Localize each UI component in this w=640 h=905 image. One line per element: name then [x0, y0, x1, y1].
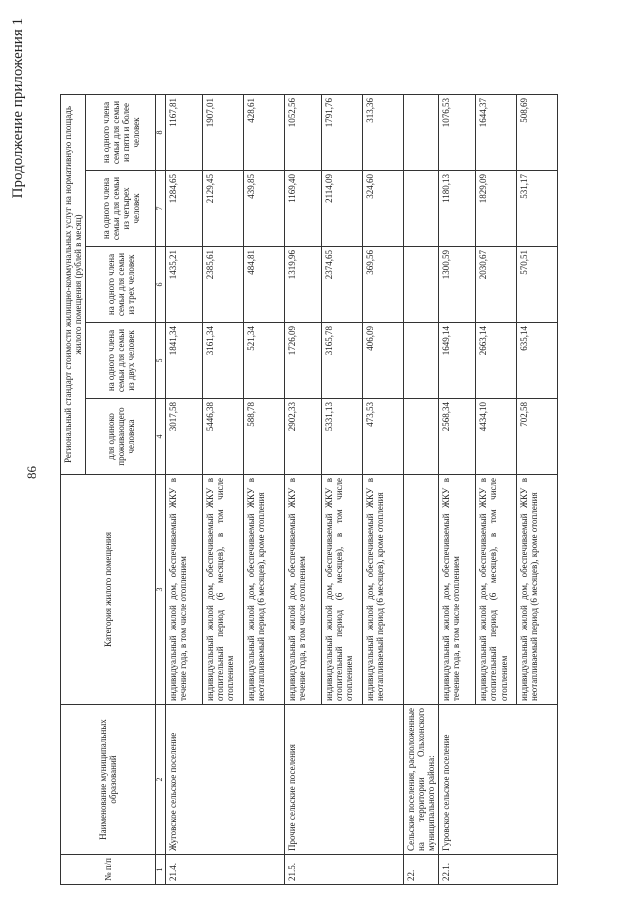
table-row — [439, 95, 476, 885]
category-cell: индивидуальный жилой дом, обеспечиваемый ЖКУ в отопительный период (6 месяцев), в том числе отоплением — [203, 475, 244, 705]
value-cell: 3161,34 — [203, 323, 244, 399]
header-no: № п/п — [61, 855, 156, 885]
value-cell: 2385,61 — [203, 247, 244, 323]
value-cell: 1907,01 — [203, 95, 244, 171]
header-family-2: на одного члена семьи для семьи из двух человек — [86, 323, 156, 399]
value-cell: 521,34 — [244, 323, 285, 399]
value-cell — [404, 247, 439, 323]
value-cell: 473,53 — [363, 399, 404, 475]
value-cell — [404, 399, 439, 475]
value-cell: 1644,37 — [476, 95, 517, 171]
category-cell: индивидуальный жилой дом, обеспечиваемый ЖКУ в отопительный период (6 месяцев), в том числе отоплением — [476, 475, 517, 705]
value-cell: 406,09 — [363, 323, 404, 399]
value-cell: 588,78 — [244, 399, 285, 475]
value-cell: 1435,21 — [166, 247, 203, 323]
col-number: 2 — [156, 705, 166, 855]
value-cell: 1319,96 — [285, 247, 322, 323]
header-family-3: на одного члена семьи для семьи из трех человек — [86, 247, 156, 323]
table-row — [285, 95, 322, 885]
header-standard-group: Региональный стандарт стоимости жилищно-коммунальных услуг на нормативную площадь жилого помещения (рублей в месяц) — [61, 95, 86, 475]
header-single: для одиноко проживающего человека — [86, 399, 156, 475]
municipality-name: Жуговское сельское поселение — [166, 705, 285, 855]
value-cell: 2568,34 — [439, 399, 476, 475]
value-cell: 531,17 — [517, 171, 558, 247]
col-number: 8 — [156, 95, 166, 171]
page-number: 86 — [24, 466, 39, 479]
value-cell: 4434,10 — [476, 399, 517, 475]
value-cell: 2374,65 — [322, 247, 363, 323]
value-cell: 1791,76 — [322, 95, 363, 171]
value-cell: 508,69 — [517, 95, 558, 171]
municipality-name: Прочие сельские поселения — [285, 705, 404, 855]
value-cell: 1284,65 — [166, 171, 203, 247]
col-number: 4 — [156, 399, 166, 475]
value-cell: 1167,81 — [166, 95, 203, 171]
value-cell: 635,14 — [517, 323, 558, 399]
header-category: Категория жилого помещения — [61, 475, 156, 705]
value-cell: 439,85 — [244, 171, 285, 247]
category-cell — [404, 475, 439, 705]
col-number: 3 — [156, 475, 166, 705]
row-number: 22.1. — [439, 855, 558, 885]
tariff-table — [60, 94, 558, 885]
col-number: 5 — [156, 323, 166, 399]
header-family-5plus: на одного члена семьи для семьи из пяти и более человек — [86, 95, 156, 171]
value-cell: 1169,40 — [285, 171, 322, 247]
category-cell: индивидуальный жилой дом, обеспечиваемый ЖКУ в течение года, в том числе отоплением — [439, 475, 476, 705]
value-cell: 1841,34 — [166, 323, 203, 399]
value-cell: 3017,58 — [166, 399, 203, 475]
value-cell — [404, 171, 439, 247]
category-cell: индивидуальный жилой дом, обеспечиваемый ЖКУ в неотапливаемый период (6 месяцев), кроме отопления — [244, 475, 285, 705]
row-number: 21.5. — [285, 855, 404, 885]
col-number: 7 — [156, 171, 166, 247]
col-number: 1 — [156, 855, 166, 885]
header-name: Наименование муниципальных образований — [61, 705, 156, 855]
category-cell: индивидуальный жилой дом, обеспечиваемый ЖКУ в течение года, в том числе отоплением — [285, 475, 322, 705]
col-number: 6 — [156, 247, 166, 323]
category-cell: индивидуальный жилой дом, обеспечиваемый ЖКУ в отопительный период (6 месяцев), в том числе отоплением — [322, 475, 363, 705]
value-cell: 702,58 — [517, 399, 558, 475]
value-cell: 1726,09 — [285, 323, 322, 399]
row-number: 22. — [404, 855, 439, 885]
value-cell — [404, 95, 439, 171]
header-family-4: на одного члена семьи для семьи из четырех человек — [86, 171, 156, 247]
value-cell: 2663,14 — [476, 323, 517, 399]
value-cell: 428,61 — [244, 95, 285, 171]
value-cell: 2129,45 — [203, 171, 244, 247]
value-cell: 5331,13 — [322, 399, 363, 475]
value-cell — [404, 323, 439, 399]
category-cell: индивидуальный жилой дом, обеспечиваемый ЖКУ в течение года, в том числе отоплением — [166, 475, 203, 705]
value-cell: 3165,78 — [322, 323, 363, 399]
value-cell: 1052,56 — [285, 95, 322, 171]
value-cell: 2030,67 — [476, 247, 517, 323]
value-cell: 313,36 — [363, 95, 404, 171]
row-number: 21.4. — [166, 855, 285, 885]
value-cell: 324,60 — [363, 171, 404, 247]
value-cell: 369,56 — [363, 247, 404, 323]
value-cell: 1180,13 — [439, 171, 476, 247]
value-cell: 2114,09 — [322, 171, 363, 247]
value-cell: 5446,38 — [203, 399, 244, 475]
value-cell: 484,81 — [244, 247, 285, 323]
municipality-name: Сельские поселения, расположенные на территории Ольхонского муниципального района: — [404, 705, 439, 855]
value-cell: 1649,14 — [439, 323, 476, 399]
table-row — [404, 95, 439, 885]
value-cell: 2902,33 — [285, 399, 322, 475]
category-cell: индивидуальный жилой дом, обеспечиваемый ЖКУ в неотапливаемый период (6 месяцев), кроме отопления — [517, 475, 558, 705]
continuation-title: Продолжение приложения 1 — [10, 18, 26, 199]
value-cell: 1300,59 — [439, 247, 476, 323]
value-cell: 1076,53 — [439, 95, 476, 171]
municipality-name: Гуровское сельское поселение — [439, 705, 558, 855]
category-cell: индивидуальный жилой дом, обеспечиваемый ЖКУ в неотапливаемый период (6 месяцев), кроме отопления — [363, 475, 404, 705]
value-cell: 570,51 — [517, 247, 558, 323]
value-cell: 1829,09 — [476, 171, 517, 247]
table-row — [166, 95, 203, 885]
